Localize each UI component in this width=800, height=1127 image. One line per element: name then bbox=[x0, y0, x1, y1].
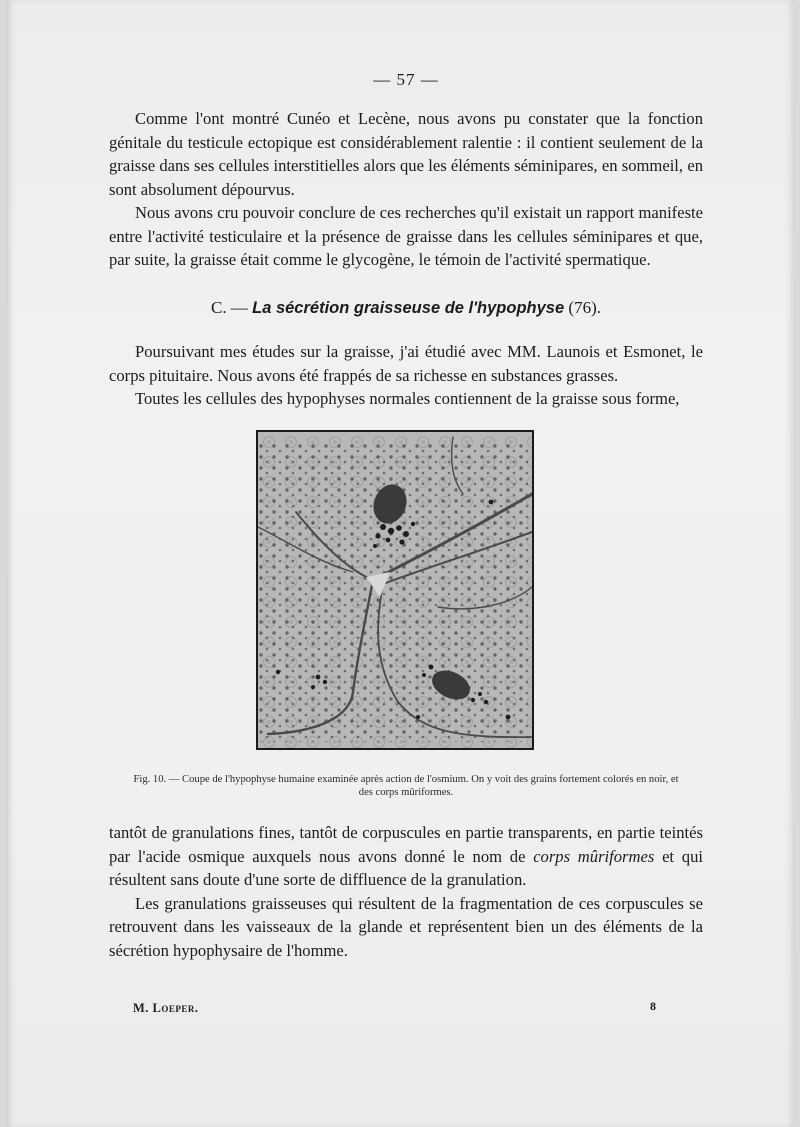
emphasis-term: corps mûriformes bbox=[533, 846, 655, 866]
body-text-top bbox=[109, 107, 703, 272]
paragraph: Comme l'ont montré Cunéo et Lecène, nous avons pu constater que la fonction génitale du testicule ectopique est considérablement ralentie : il contient seulement de la graisse dans ses cellules interstitielles alors que les éléments séminipares, en sommeil, en sont absolument dépourvus. bbox=[109, 109, 703, 199]
body-text-bottom bbox=[109, 821, 703, 962]
document-page bbox=[6, 0, 794, 1127]
footer-author: M. Loeper. bbox=[133, 1001, 199, 1015]
paragraph-text: et qui résultent sans doute d'une sorte de diffluence de la granulation. bbox=[109, 846, 703, 889]
section-title: La sécrétion graisseuse de l'hypophyse bbox=[252, 299, 565, 317]
micrograph-illustration bbox=[258, 432, 532, 748]
section-letter: C. — bbox=[211, 298, 248, 317]
page-number: — 57 — bbox=[373, 70, 439, 89]
section-reference: (76). bbox=[568, 298, 601, 317]
paragraph: Poursuivant mes études sur la graisse, j'ai étudié avec MM. Launois et Esmonet, le corps pituitaire. Nous avons été frappés de sa richesse en substances grasses. bbox=[109, 342, 703, 385]
paragraph bbox=[109, 821, 703, 892]
figure-micrograph bbox=[256, 430, 534, 750]
body-text-middle bbox=[109, 340, 703, 411]
figure-caption: Fig. 10. — Coupe de l'hypophyse humaine examinée après action de l'osmium. On y voit des grains fortement colorés en noir, et des corps mûriformes. bbox=[133, 774, 679, 798]
paragraph-text: tantôt de granulations fines, tantôt de corpuscules en partie transparents, en partie teintés par l'acide osmique auxquels nous avons donné le nom de bbox=[109, 823, 703, 866]
paragraph: Nous avons cru pouvoir conclure de ces recherches qu'il existait un rapport manifeste entre l'activité testiculaire et la présence de graisse dans les cellules séminipares et que, par suite, la graisse était comme le glycogène, le témoin de l'activité spermatique. bbox=[109, 203, 703, 269]
paragraph: Les granulations graisseuses qui résultent de la fragmentation de ces corpuscules se retrouvent dans les vaisseaux de la glande et représentent bien un des éléments de la sécrétion hypophysaire de l'homme. bbox=[109, 893, 703, 960]
section-heading bbox=[6, 298, 800, 318]
footer-signature-mark: 8 bbox=[650, 999, 656, 1013]
paragraph: Toutes les cellules des hypophyses normales contiennent de la graisse sous forme, bbox=[135, 389, 680, 408]
